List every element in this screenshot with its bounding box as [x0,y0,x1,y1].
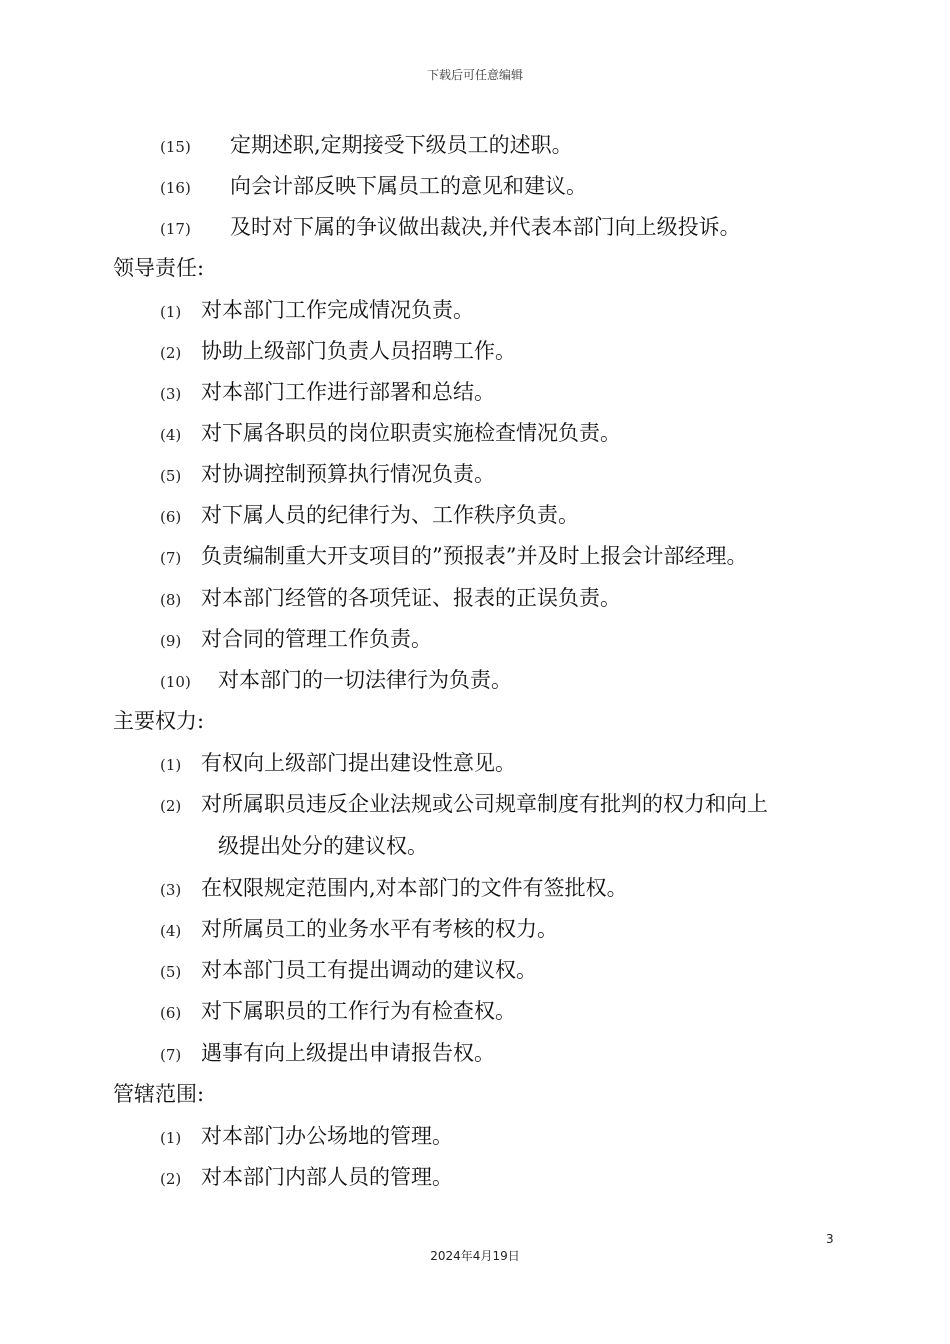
list-item [160,213,741,243]
item-number: (2) [160,1170,182,1188]
page-header: 下载后可任意编辑 [426,68,523,82]
item-text: 对本部门工作完成情况负责。 [201,298,474,322]
item-text: 对本部门员工有提出调动的建议权。 [201,958,537,982]
item-number: (4) [160,922,182,940]
item-text: 对本部门办公场地的管理。 [201,1124,453,1148]
section-heading-leadership: 领导责任: [113,256,205,280]
item-number: (7) [160,549,182,567]
list-item [160,584,621,614]
item-text: 对下属职员的工作行为有检查权。 [201,999,516,1023]
item-text: 对协调控制预算执行情况负责。 [201,462,495,486]
list-item [160,997,516,1027]
item-number: (8) [160,591,182,609]
list-item [160,542,747,572]
item-number: (15) [160,138,191,156]
item-number: (4) [160,426,182,444]
list-item [160,666,512,696]
item-text: 对所属员工的业务水平有考核的权力。 [201,917,558,941]
list-item [160,419,621,449]
item-text: 对下属人员的纪律行为、工作秩序负责。 [201,503,579,527]
list-item [160,749,516,779]
item-number: (3) [160,385,182,403]
item-text: 对合同的管理工作负责。 [201,627,432,651]
list-item [160,874,628,904]
list-item [160,1039,495,1069]
list-item [160,625,432,655]
item-number: (2) [160,344,182,362]
item-number: (6) [160,508,182,526]
section-heading-powers: 主要权力: [113,709,205,733]
item-text: 协助上级部门负责人员招聘工作。 [201,339,516,363]
item-text: 有权向上级部门提出建设性意见。 [201,751,516,775]
item-text: 及时对下属的争议做出裁决,并代表本部门向上级投诉。 [230,215,741,239]
item-text: 对本部门内部人员的管理。 [201,1165,453,1189]
item-number: (16) [160,179,191,197]
section-heading-scope: 管辖范围: [113,1082,205,1106]
list-item [160,378,495,408]
page-number: 3 [826,1232,834,1246]
footer-date: 2024年4月19日 [430,1249,520,1263]
item-text: 向会计部反映下属员工的意见和建议。 [230,174,587,198]
item-number: (1) [160,1129,182,1147]
list-item [160,337,516,367]
list-item [160,1122,453,1152]
list-item [160,1163,453,1193]
item-text: 对本部门的一切法律行为负责。 [218,668,512,692]
list-item [160,172,587,202]
item-text: 对所属职员违反企业法规或公司规章制度有批判的权力和向上 [201,792,768,816]
item-number: (7) [160,1046,182,1064]
list-item [160,915,558,945]
item-number: (3) [160,881,182,899]
item-number: (10) [160,673,191,691]
item-text: 对本部门工作进行部署和总结。 [201,380,495,404]
item-text: 负责编制重大开支项目的”预报表”并及时上报会计部经理。 [201,544,748,568]
item-number: (1) [160,303,182,321]
item-number: (6) [160,1004,182,1022]
list-item [160,956,537,986]
item-text-continuation: 级提出处分的建议权。 [218,834,428,858]
item-number: (9) [160,632,182,650]
item-number: (5) [160,467,182,485]
item-number: (17) [160,220,191,238]
item-number: (5) [160,963,182,981]
list-item [160,501,579,531]
list-item [160,790,768,820]
item-number: (2) [160,797,182,815]
item-number: (1) [160,756,182,774]
item-text: 定期述职,定期接受下级员工的述职。 [230,133,573,157]
item-text: 在权限规定范围内,对本部门的文件有签批权。 [201,876,628,900]
item-text: 遇事有向上级提出申请报告权。 [201,1041,495,1065]
item-text: 对下属各职员的岗位职责实施检查情况负责。 [201,421,621,445]
list-item [160,131,573,161]
list-item [160,296,474,326]
list-item [160,460,495,490]
item-text: 对本部门经管的各项凭证、报表的正误负责。 [201,586,621,610]
